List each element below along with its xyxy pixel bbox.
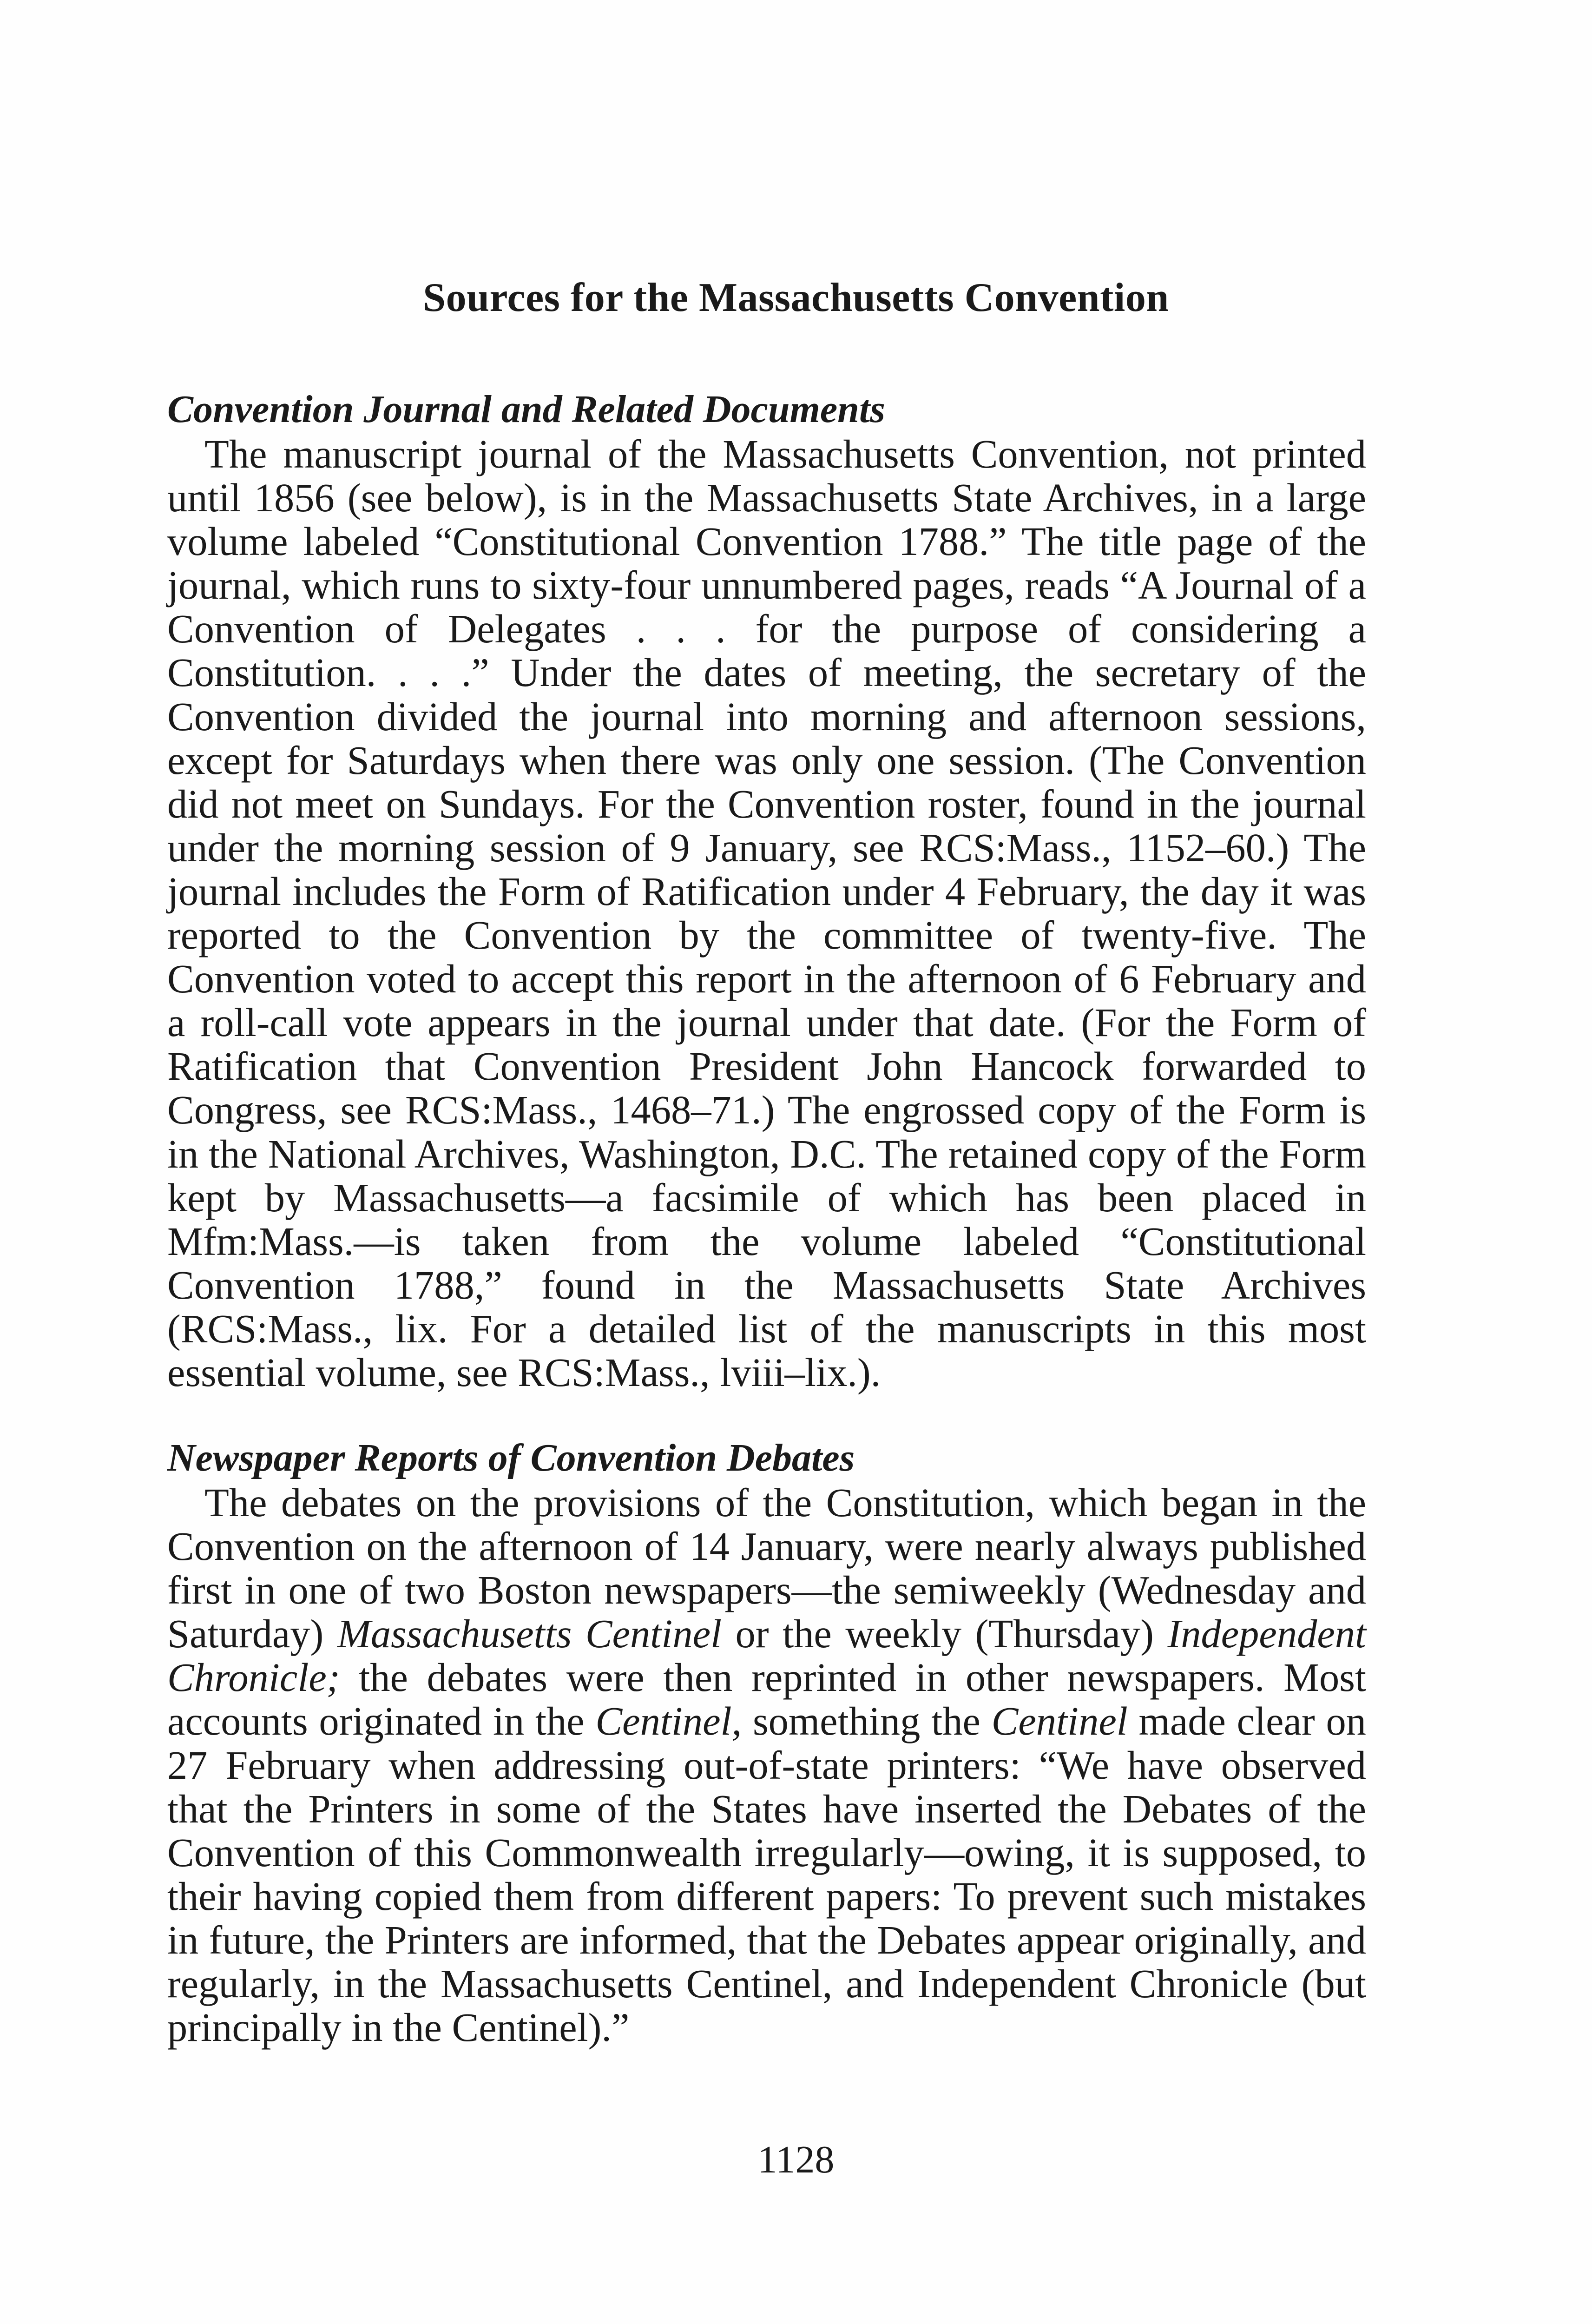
section-heading-journal: Convention Journal and Related Documents (167, 388, 885, 431)
paragraph-journal: The manuscript journal of the Massachusetts Convention, not printed until 1856 (see below), is in the Massachusetts State Archives, in a large volume labeled “Constitutional Convention 1788.” The title page of the journal, which runs to sixty-four unnumbered pages, reads “A Journal of a Convention of Delegates . . . for the purpose of considering a Constitution. . . .” Under the dates of meeting, the secretary of the Convention divided the journal into morning and afternoon sessions, except for Saturdays when there was only one session. (The Convention did not meet on Sundays. For the Convention roster, found in the journal under the morning session of 9 January, see RCS:Mass., 1152–60.) The journal includes the Form of Ratification under 4 February, the day it was reported to the Convention by the committee of twenty-five. The Convention voted to accept this report in the afternoon of 6 February and a roll-call vote appears in the journal under that date. (For the Form of Ratification that Convention President John Hancock forwarded to Congress, see RCS:Mass., 1468–71.) The engrossed copy of the Form is in the National Archives, Washington, D.C. The retained copy of the Form kept by Massachusetts—a facsimile of which has been placed in Mfm:Mass.—is taken from the volume labeled “Constitutional Convention 1788,” found in the Massachusetts State Archives (RCS:Mass., lix. For a detailed list of the manuscripts in this most essential volume, see RCS:Mass., lviii–lix.). (167, 432, 1366, 1395)
text-run: something the (742, 1699, 992, 1744)
newspaper-title: Centinel (991, 1699, 1128, 1744)
page-title: Sources for the Massachusetts Convention (423, 275, 1169, 320)
paragraph-newspaper (167, 1481, 1366, 2049)
text-run: The debates on the provisions of the Constitution, which began in the Convention on the afternoon of 14 January, were nearly always published first in one of two Boston newspapers—the semiweekly (Wednesday and Saturday) (167, 1480, 1366, 1657)
newspaper-title: Massachusetts Centinel (337, 1611, 722, 1657)
section-heading-newspaper: Newspaper Reports of Convention Debates (167, 1436, 855, 1479)
text-run: or the weekly (Thursday) (722, 1611, 1168, 1657)
page-number: 1128 (757, 2138, 835, 2181)
text-run: the debates were then reprinted in other newspapers. Most accounts originated in the (167, 1655, 1366, 1744)
newspaper-title: Independent Chronicle; (167, 1611, 1367, 1700)
newspaper-title: Centinel, (595, 1699, 742, 1744)
text-run: made clear on 27 February when addressing out-of-state printers: “We have observed that the Printers in some of the States have inserted the Debates of the Convention of this Commonwealth irregularly—owing, it is supposed, to their having copied them from different papers: To prevent such mistakes in future, the Printers are informed, that the Debates appear originally, and regularly, in the Massachusetts Centinel, and Independent Chronicle (but principally in the Centinel).” (167, 1699, 1366, 2050)
